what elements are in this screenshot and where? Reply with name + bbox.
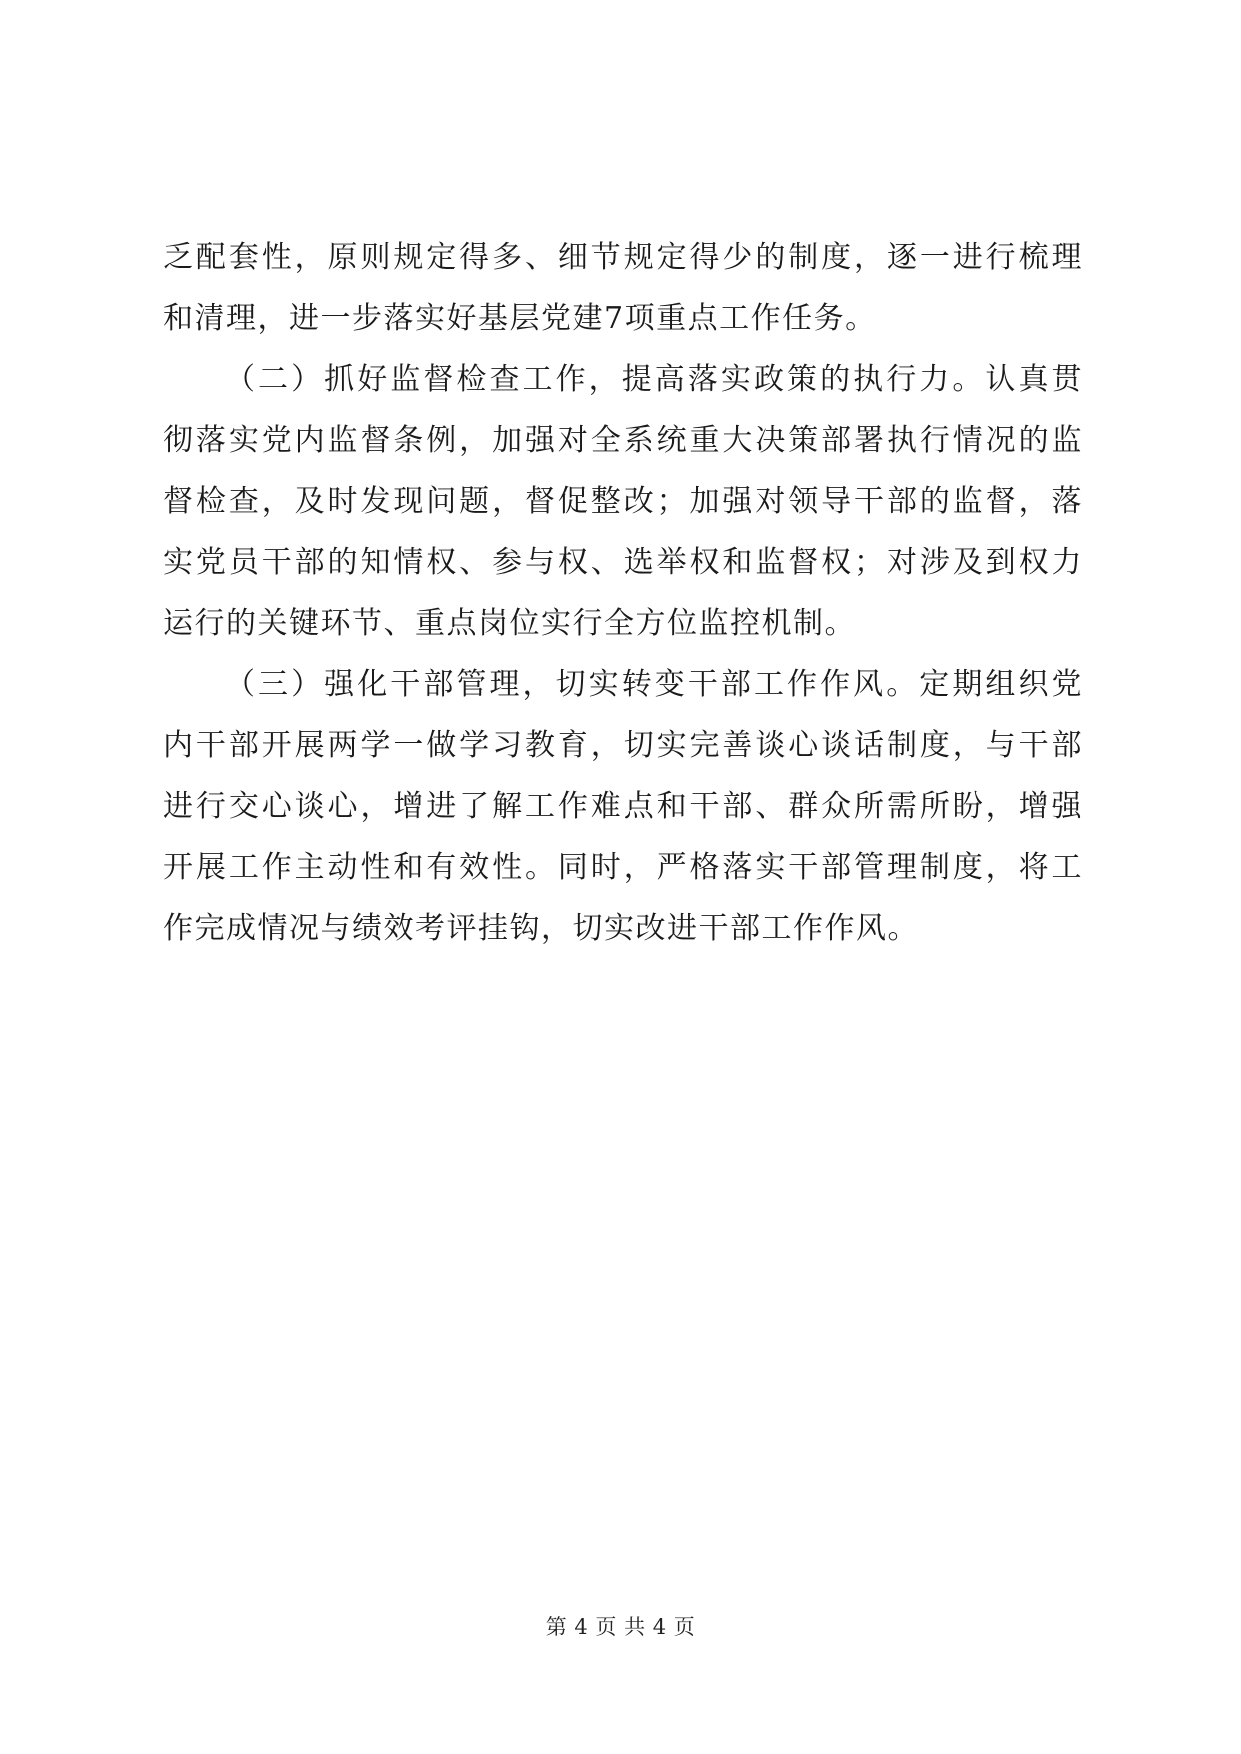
paragraph-supervision bbox=[163, 349, 1083, 654]
text-line: 彻落实党内监督条例，加强对全系统重大决策部署执行情况的监 bbox=[163, 423, 1083, 458]
text-line: 开展工作主动性和有效性。同时，严格落实干部管理制度，将工 bbox=[163, 850, 1083, 885]
page-number-footer: 第 4 页 共 4 页 bbox=[545, 1615, 696, 1639]
text-line: 乏配套性，原则规定得多、细节规定得少的制度，逐一进行梳理 bbox=[163, 240, 1083, 275]
text-line: 进行交心谈心，增进了解工作难点和干部、群众所需所盼，增强 bbox=[163, 789, 1083, 824]
text-line: 运行的关键环节、重点岗位实行全方位监控机制。 bbox=[163, 606, 856, 641]
text-line: 实党员干部的知情权、参与权、选举权和监督权；对涉及到权力 bbox=[163, 545, 1083, 580]
text-line: 作完成情况与绩效考评挂钩，切实改进干部工作作风。 bbox=[163, 911, 919, 946]
text-line: 督检查，及时发现问题，督促整改；加强对领导干部的监督，落 bbox=[163, 484, 1083, 519]
paragraph-cadre-management bbox=[163, 654, 1083, 959]
paragraph-continuation bbox=[163, 227, 1083, 349]
text-line: （二）抓好监督检查工作，提高落实政策的执行力。认真贯 bbox=[225, 362, 1083, 397]
text-line: 内干部开展两学一做学习教育，切实完善谈心谈话制度，与干部 bbox=[163, 728, 1083, 763]
document-body bbox=[163, 227, 1083, 959]
text-line: （三）强化干部管理，切实转变干部工作作风。定期组织党 bbox=[225, 667, 1083, 702]
text-line: 和清理，进一步落实好基层党建7项重点工作任务。 bbox=[163, 301, 877, 336]
